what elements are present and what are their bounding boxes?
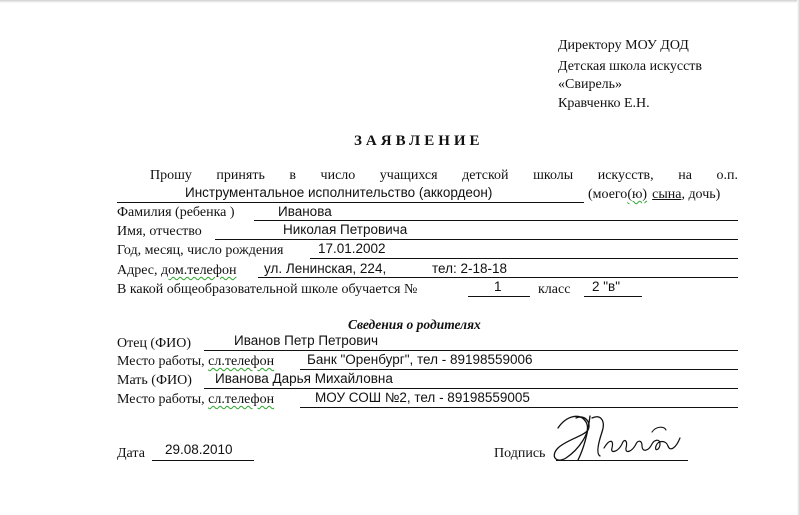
parents-heading: Сведения о родителях [348,317,481,332]
request-word: детской [462,168,509,183]
father-work-label: Место работы, сл.телефон [117,354,275,369]
surname-underline [254,220,738,221]
addressee-line-1: Директору МОУ ДОД [558,38,689,53]
name-label: Имя, отчество [117,224,202,239]
mother-underline [204,388,738,389]
date-underline [152,460,254,461]
program-underline [117,202,584,203]
addressee-line-3: «Свирель» [558,77,623,92]
request-word: число [320,168,356,183]
handwritten-signature [548,408,698,468]
addressee-line-2: Детская школа искусств [558,59,703,74]
mother-value: Иванова Дарья Михайловна [215,371,393,386]
mother-work-value: МОУ СОШ №2, тел - 89198559005 [315,390,530,405]
school-number-value: 1 [494,279,502,294]
signature-label: Подпись [494,446,546,461]
surname-value: Иванова [278,204,332,219]
mother-label: Мать (ФИО) [117,373,192,388]
birth-underline [310,258,738,259]
request-sentence [150,168,738,184]
father-value: Иванов Петр Петрович [234,333,379,348]
address-label: Адрес, дом.телефон [117,263,237,278]
home-phone-value: тел: 2-18-18 [432,261,508,276]
request-word: в [289,168,296,183]
class-underline [584,296,642,297]
relation-choice: (моего(ю) сына, дочь) [588,187,721,202]
birth-label: Год, месяц, число рождения [117,243,284,258]
surname-label: Фамилия (ребенка ) [117,205,235,220]
father-work-value: Банк "Оренбург", тел - 89198559006 [307,352,533,367]
school-number-underline [468,296,530,297]
page-edge-top [0,0,800,3]
class-value: 2 "в" [592,279,621,294]
request-word: принять [216,168,265,183]
father-underline [204,350,738,351]
request-word: искусств, [597,168,654,183]
request-word: Прошу [150,168,192,183]
relation-son: сына [652,187,682,202]
father-work-underline [300,369,738,370]
document-title: ЗАЯВЛЕНИЕ [354,133,484,149]
mother-work-label: Место работы, сл.телефон [117,392,275,407]
request-word: на [678,168,692,183]
address-underline [258,277,738,278]
program-value: Инструментальное исполнительство (аккордеон) [185,185,493,200]
request-word: учащихся [379,168,438,183]
father-label: Отец (ФИО) [117,336,192,351]
name-value: Николая Петровича [283,222,408,237]
school-label: В какой общеобразовательной школе обучается № [117,282,418,297]
birth-value: 17.01.2002 [318,241,386,256]
request-word: о.п. [716,168,738,183]
date-value: 29.08.2010 [165,442,233,457]
relation-ending: (ю) [627,187,648,202]
date-label: Дата [117,446,145,461]
addressee-line-4: Кравченко Е.Н. [558,96,650,111]
address-value: ул. Ленинская, 224, [264,261,387,276]
request-word: школы [533,168,574,183]
name-underline [215,239,738,240]
class-label: класс [538,282,571,297]
